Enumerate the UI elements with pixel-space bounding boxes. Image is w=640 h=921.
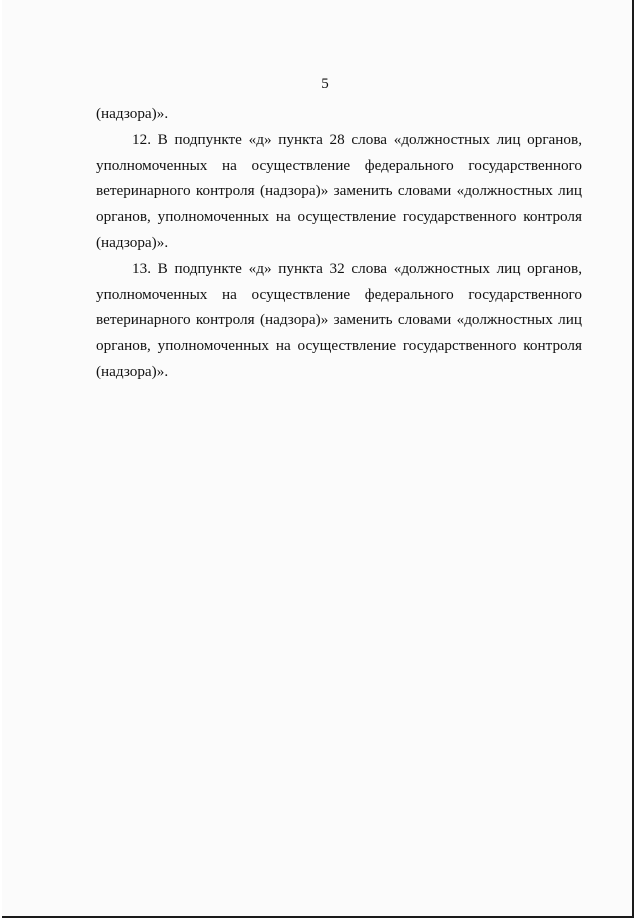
paragraph-item-13: 13. В подпункте «д» пункта 32 слова «должностных лиц органов, уполномоченных на осуществление федерального государственного ветеринарного контроля (надзора)» заменить словами «должностных лиц органов, уполномоченных на осуществление государственного контроля (надзора)». bbox=[96, 259, 582, 380]
document-body bbox=[96, 101, 582, 385]
document-page bbox=[2, 0, 634, 918]
page-number: 5 bbox=[321, 76, 329, 92]
paragraph-item-12: 12. В подпункте «д» пункта 28 слова «должностных лиц органов, уполномоченных на осуществление федерального государственного ветеринарного контроля (надзора)» заменить словами «должностных лиц органов, уполномоченных на осуществление государственного контроля (надзора)». bbox=[96, 130, 582, 251]
paragraph-continuation: (надзора)». bbox=[96, 105, 169, 122]
